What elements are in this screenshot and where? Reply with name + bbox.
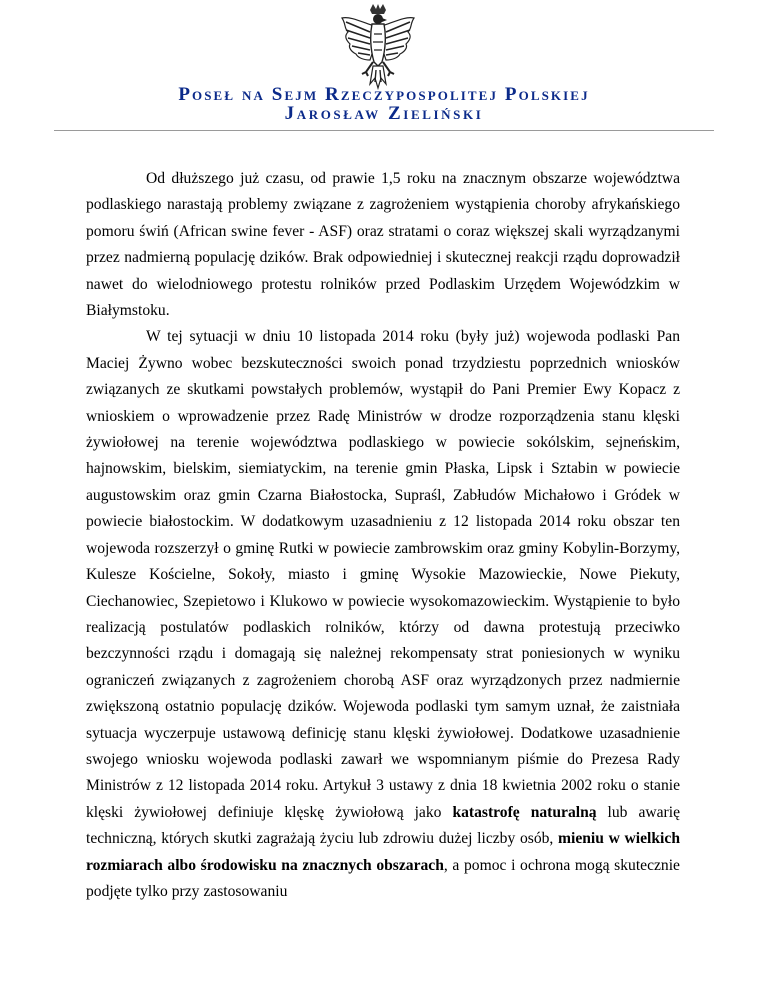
paragraph-2-middle: lub awarię techniczną, których skutki zagrażają życiu lub zdrowiu dużej liczby osób,	[86, 803, 680, 848]
header-title-mp: Poseł na Sejm Rzeczypospolitej Polskiej	[178, 84, 590, 105]
paragraph-2	[86, 324, 680, 905]
paragraph-1: Od dłuższego już czasu, od prawie 1,5 roku na znacznym obszarze województwa podlaskiego narastają problemy związane z zagrożeniem wystąpienia choroby afrykańskiego pomoru świń (African swine fever - ASF) oraz stratami o coraz większej skali wyrządzanymi przez nadmierną populację dzików. Brak odpowiedniej i skutecznej reakcji rządu doprowadził nawet do wielodniowego protestu rolników przed Podlaskim Urzędem Wojewódzkim w Białymstoku.	[86, 170, 680, 320]
polish-eagle-emblem-icon	[340, 4, 416, 90]
header-divider	[54, 130, 714, 131]
bold-phrase-natural-disaster: katastrofę naturalną	[452, 803, 597, 821]
paragraph-2-intro: W tej sytuacji w dniu 10 listopada 2014 roku (były już) wojewoda podlaski Pan Maciej Żywno wobec bezskuteczności swoich ponad trzydziestu poprzednich wniosków związanych ze skutkami powstałych problemów, wystąpił do Pani Premier Ewy Kopacz z wnioskiem o wprowadzenie przez Radę Ministrów w drodze rozporządzenia stanu klęski żywiołowej na terenie województwa podlaskiego w powiecie sokólskim, sejneńskim, hajnowskim, bielskim, siemiatyckim, na terenie gmin Płaska, Lipsk i Sztabin w powiecie augustowskim oraz gmin Czarna Białostocka, Supraśl, Zabłudów Michałowo i Gródek w powiecie białostockim. W dodatkowym uzasadnieniu z 12 listopada 2014 roku obszar ten wojewoda rozszerzył o gminę Rutki w powiecie zambrowskim oraz gminy Kobylin-Borzymy, Kulesze Kościelne, Sokoły, miasto i gminę Wysokie Mazowieckie, Nowe Piekuty, Ciechanowiec, Szepietowo i Klukowo w powiecie wysokomazowieckim. Wystąpienie to było realizacją postulatów podlaskich rolników, którzy od dawna protestują przeciwko bezczynności rządu i domagają się należnej rekompensaty strat poniesionych w wyniku ograniczeń związanych z zagrożeniem chorobą ASF oraz wyrządzonych przez nadmiernie zwiększoną ostatnio populację dzików. Wojewoda podlaski tym samym uznał, że zaistniała sytuacja wyczerpuje ustawową definicję stanu klęski żywiołowej. Dodatkowe uzasadnienie swojego wniosku wojewoda podlaski zawarł we wspomnianym piśmie do Prezesa Rady Ministrów z 12 listopada 2014 roku. Artykuł 3 ustawy z dnia 18 kwietnia 2002 roku o stanie klęski żywiołowej definiuje klęskę żywiołową jako	[86, 328, 680, 821]
header-name: Jarosław Zieliński	[284, 103, 484, 124]
letter-body	[86, 166, 680, 905]
bold-phrase-property-environment: mieniu w wielkich rozmiarach albo środowisku na znacznych obszarach	[86, 830, 680, 874]
paragraph-2-tail: , a pomoc i ochrona mogą skutecznie podjęte tylko przy zastosowaniu	[86, 856, 680, 900]
